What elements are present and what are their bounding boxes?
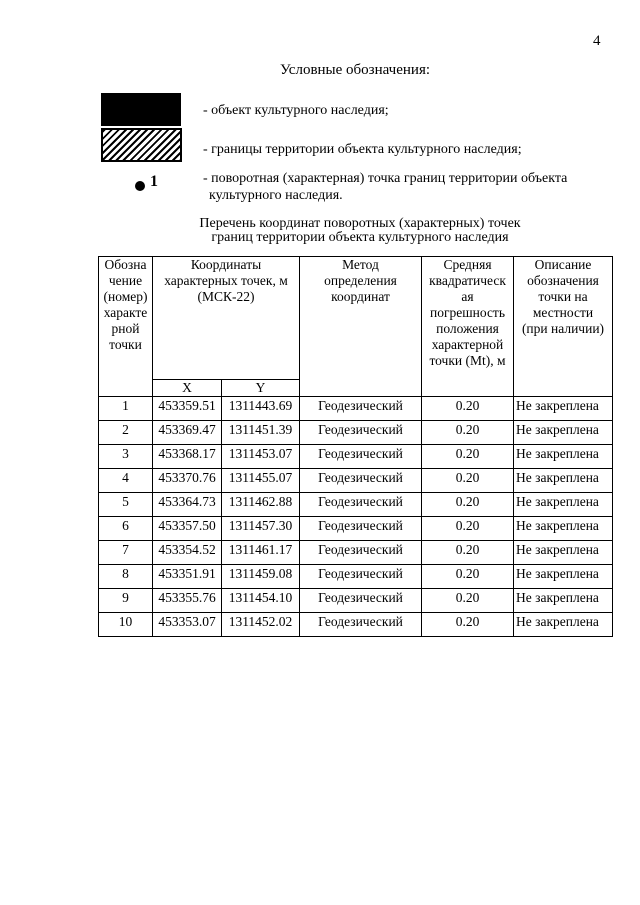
- header-method: Метод определения координат: [300, 257, 422, 397]
- cell-error: 0.20: [422, 517, 514, 541]
- cell-method: Геодезический: [300, 541, 422, 565]
- cell-number: 1: [99, 397, 153, 421]
- cell-description: Не закреплена: [514, 445, 613, 469]
- cell-description: Не закреплена: [514, 541, 613, 565]
- cell-y: 1311454.10: [222, 589, 300, 613]
- cell-method: Геодезический: [300, 565, 422, 589]
- cell-number: 5: [99, 493, 153, 517]
- cell-y: 1311462.88: [222, 493, 300, 517]
- cell-method: Геодезический: [300, 589, 422, 613]
- cell-x: 453364.73: [153, 493, 222, 517]
- cell-y: 1311457.30: [222, 517, 300, 541]
- header-x: X: [153, 380, 222, 397]
- cell-y: 1311452.02: [222, 613, 300, 637]
- legend-item-turning-point: [203, 170, 608, 204]
- cell-y: 1311443.69: [222, 397, 300, 421]
- header-designation: Обозна чение (номер) характе рной точки: [99, 257, 153, 397]
- cell-error: 0.20: [422, 589, 514, 613]
- legend-item-territory-boundary: - границы территории объекта культурного наследия;: [203, 142, 522, 157]
- cell-method: Геодезический: [300, 469, 422, 493]
- cell-number: 2: [99, 421, 153, 445]
- cell-description: Не закреплена: [514, 421, 613, 445]
- cell-x: 453369.47: [153, 421, 222, 445]
- table-row: [99, 397, 613, 421]
- cell-number: 4: [99, 469, 153, 493]
- cell-number: 10: [99, 613, 153, 637]
- table-row: [99, 445, 613, 469]
- cell-description: Не закреплена: [514, 397, 613, 421]
- table-row: [99, 517, 613, 541]
- table-row: [99, 421, 613, 445]
- cell-error: 0.20: [422, 421, 514, 445]
- table-row: [99, 613, 613, 637]
- cultural-heritage-object-swatch-icon: [101, 93, 181, 126]
- cell-error: 0.20: [422, 493, 514, 517]
- header-coordinates: Координаты характерных точек, м (МСК-22): [153, 257, 300, 380]
- cell-method: Геодезический: [300, 397, 422, 421]
- table-row: [99, 589, 613, 613]
- turning-point-dot-icon: [135, 181, 145, 191]
- cell-method: Геодезический: [300, 421, 422, 445]
- cell-error: 0.20: [422, 469, 514, 493]
- cell-number: 7: [99, 541, 153, 565]
- cell-y: 1311451.39: [222, 421, 300, 445]
- cell-error: 0.20: [422, 541, 514, 565]
- legend-item-turning-point-line2: культурного наследия.: [209, 188, 343, 203]
- cell-error: 0.20: [422, 445, 514, 469]
- cell-number: 3: [99, 445, 153, 469]
- cell-description: Не закреплена: [514, 565, 613, 589]
- cell-x: 453357.50: [153, 517, 222, 541]
- cell-number: 9: [99, 589, 153, 613]
- table-row: [99, 541, 613, 565]
- table-row: [99, 565, 613, 589]
- table-caption-line1: Перечень координат поворотных (характерных) точек: [199, 216, 521, 231]
- cell-error: 0.20: [422, 397, 514, 421]
- cell-number: 6: [99, 517, 153, 541]
- table-row: [99, 469, 613, 493]
- cell-method: Геодезический: [300, 445, 422, 469]
- cell-y: 1311453.07: [222, 445, 300, 469]
- cell-method: Геодезический: [300, 613, 422, 637]
- cell-number: 8: [99, 565, 153, 589]
- cell-description: Не закреплена: [514, 493, 613, 517]
- cell-y: 1311459.08: [222, 565, 300, 589]
- legend-item-heritage-object: - объект культурного наследия;: [203, 103, 389, 118]
- header-mean-square-error: Средняя квадратическ ая погрешность положения характерной точки (Mt), м: [422, 257, 514, 397]
- territory-boundary-hatch-icon: [101, 128, 182, 162]
- cell-y: 1311455.07: [222, 469, 300, 493]
- cell-method: Геодезический: [300, 517, 422, 541]
- cell-x: 453351.91: [153, 565, 222, 589]
- header-description: Описание обозначения точки на местности (при наличии): [514, 257, 613, 397]
- cell-description: Не закреплена: [514, 469, 613, 493]
- cell-x: 453354.52: [153, 541, 222, 565]
- cell-y: 1311461.17: [222, 541, 300, 565]
- cell-error: 0.20: [422, 565, 514, 589]
- header-y: Y: [222, 380, 300, 397]
- legend-title: Условные обозначения:: [279, 62, 431, 78]
- page-number: 4: [593, 33, 601, 49]
- table-row: [99, 493, 613, 517]
- turning-point-marker-label: 1: [150, 173, 158, 190]
- cell-x: 453370.76: [153, 469, 222, 493]
- cell-x: 453355.76: [153, 589, 222, 613]
- coordinates-table: [98, 256, 613, 637]
- cell-x: 453353.07: [153, 613, 222, 637]
- table-caption: [170, 217, 550, 245]
- legend-item-turning-point-line1: - поворотная (характерная) точка границ территории объекта: [203, 171, 568, 186]
- cell-method: Геодезический: [300, 493, 422, 517]
- cell-description: Не закреплена: [514, 589, 613, 613]
- cell-description: Не закреплена: [514, 517, 613, 541]
- table-caption-line2: границ территории объекта культурного наследия: [211, 230, 509, 245]
- cell-description: Не закреплена: [514, 613, 613, 637]
- cell-error: 0.20: [422, 613, 514, 637]
- cell-x: 453368.17: [153, 445, 222, 469]
- cell-x: 453359.51: [153, 397, 222, 421]
